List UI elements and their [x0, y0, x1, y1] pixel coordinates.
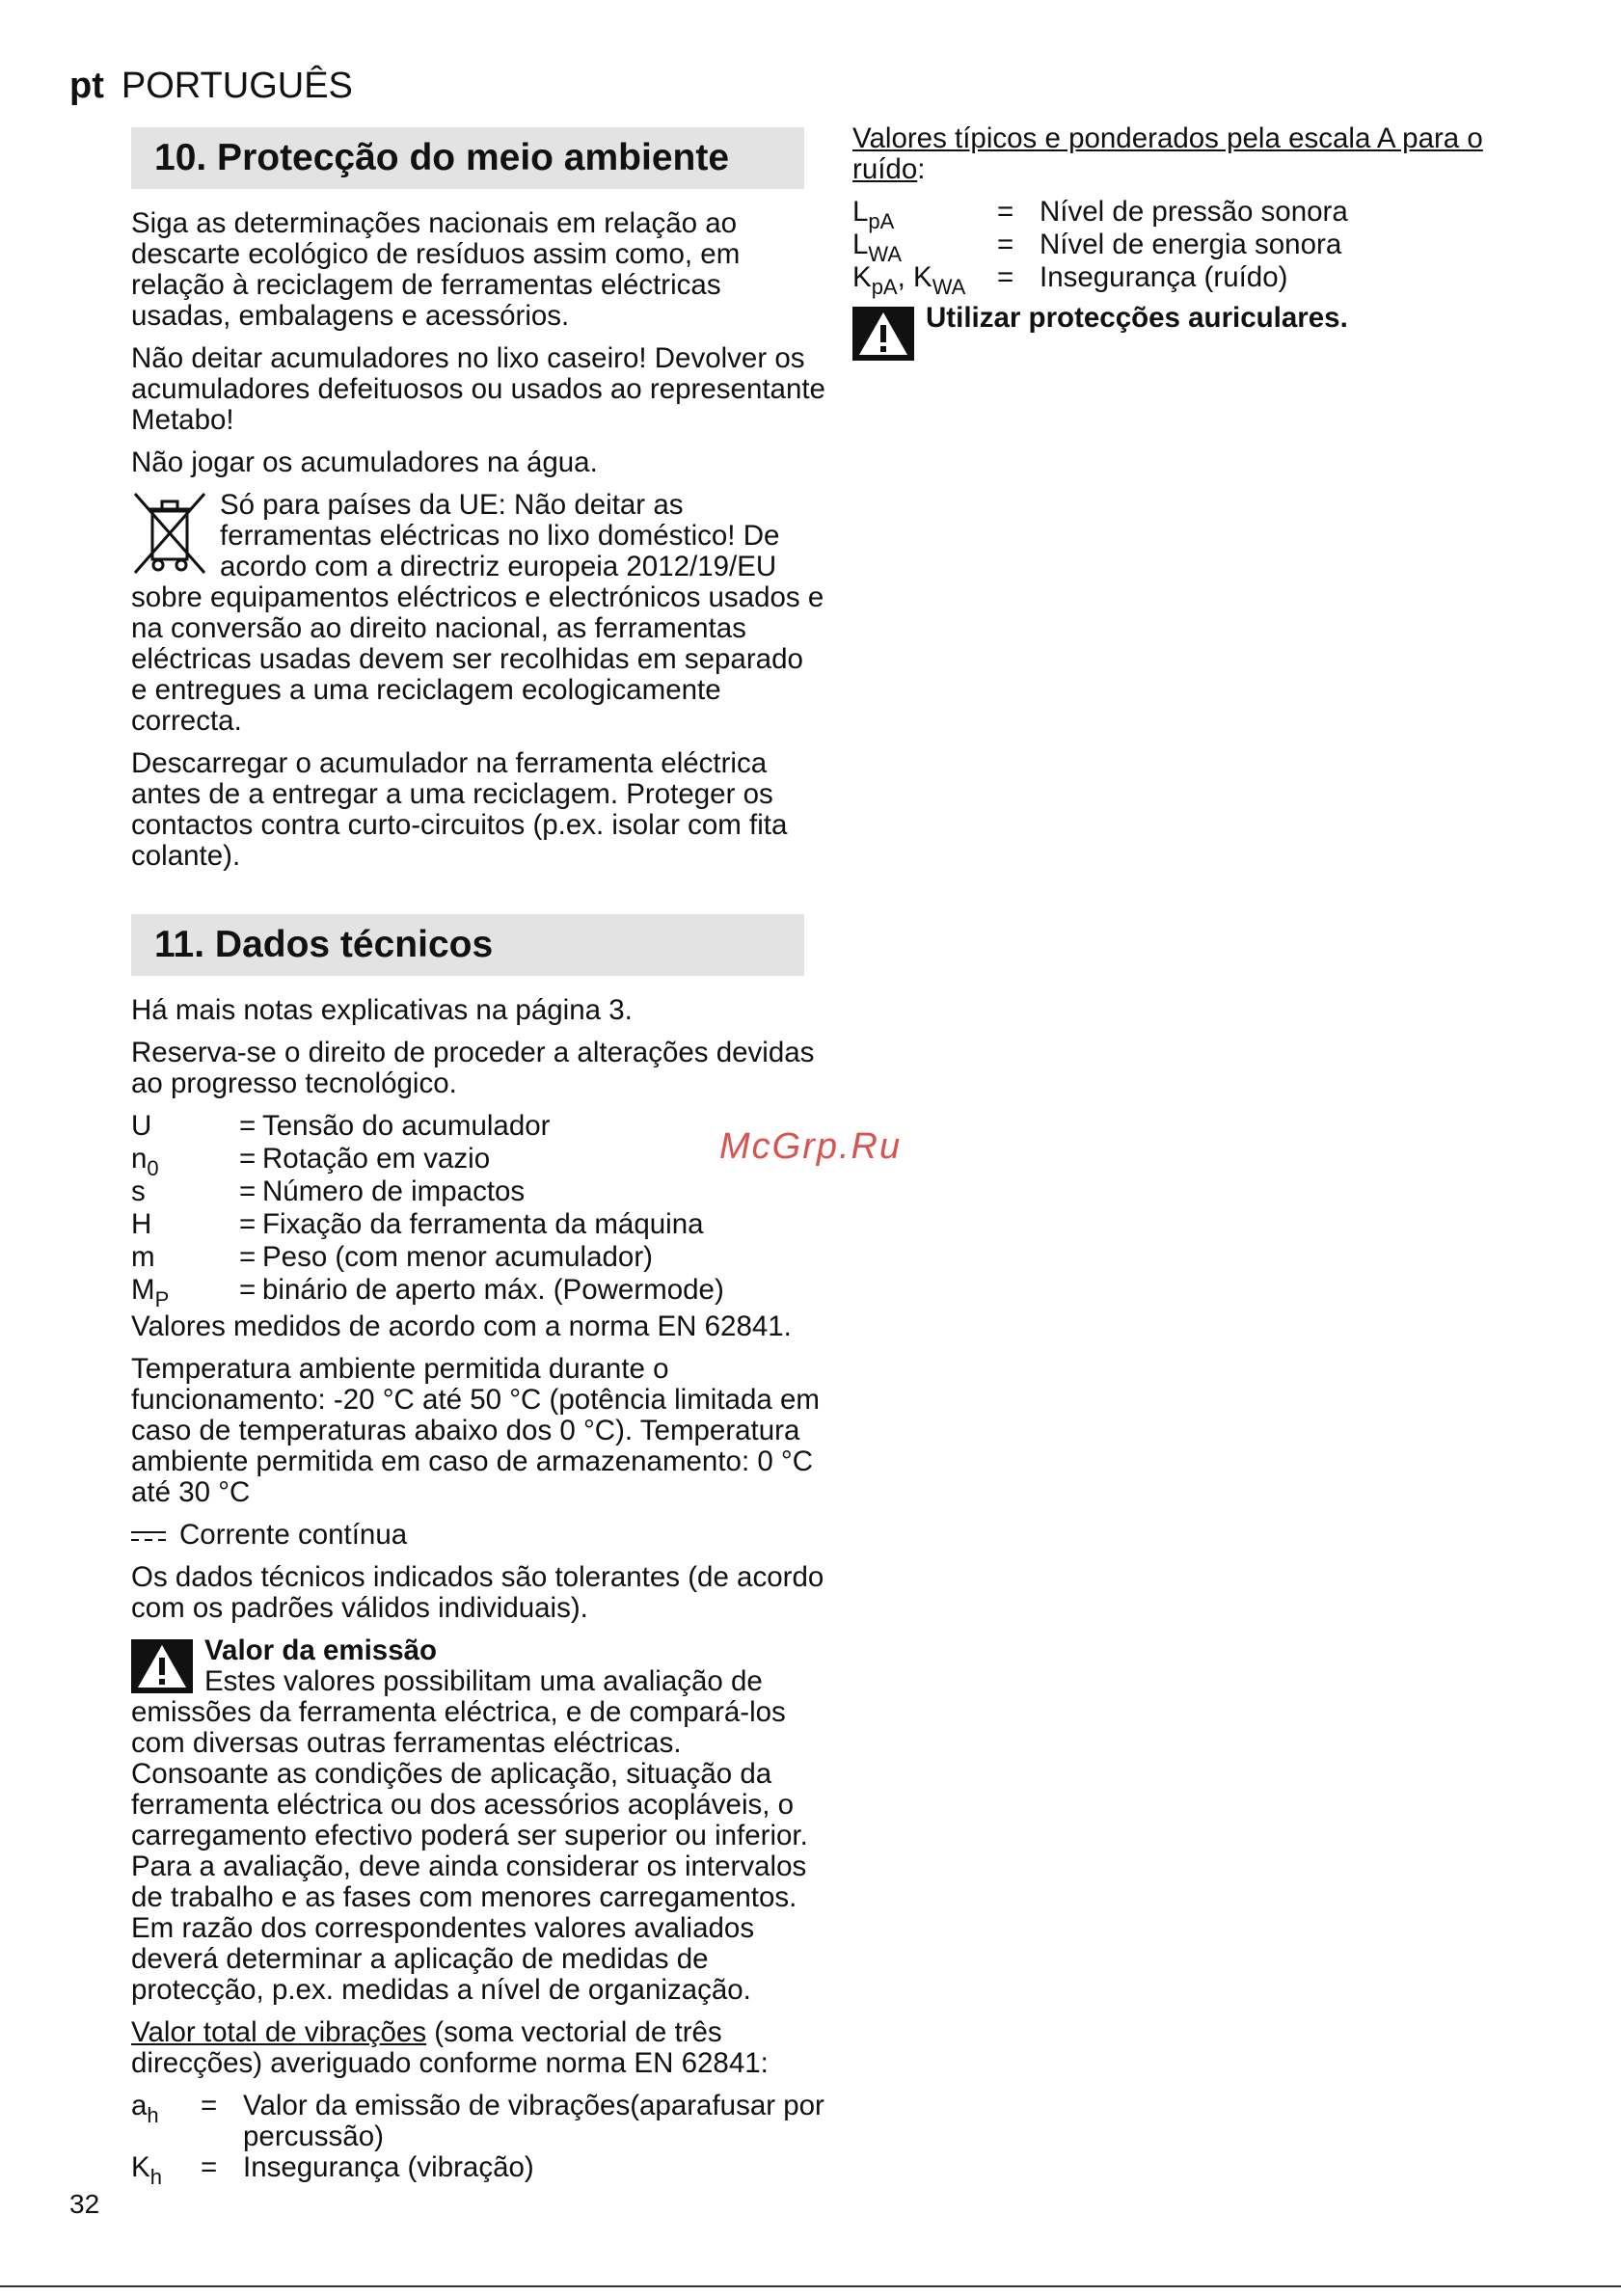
language-name: PORTUGUÊS	[121, 66, 353, 106]
section-10-paragraph-1: Siga as determinações nacionais em relação ao descarte ecológico de resíduos assim como, em relação à reciclagem de ferramentas eléctricas usadas, embalagens e acessórios.	[131, 207, 741, 332]
noise-equals: =	[997, 196, 1014, 228]
warning-icon	[131, 1639, 193, 1693]
def-equals: =	[239, 1274, 257, 1306]
def-symbol: m	[131, 1241, 155, 1273]
section-10-paragraph-2: Não deitar acumuladores no lixo caseiro! Devolver os acumuladores defeituosos ou usados ao representante Metabo!	[131, 342, 825, 436]
def-symbol: H	[131, 1208, 152, 1240]
def-description: Peso (com menor acumulador)	[262, 1241, 653, 1273]
page-number: 32	[69, 2189, 100, 2219]
def-equals: =	[239, 1241, 257, 1273]
page-bottom-rule	[0, 2285, 1621, 2287]
weee-block	[131, 490, 825, 737]
section-11-paragraph-1: Há mais notas explicativas na página 3.	[131, 994, 633, 1026]
noise-equals: =	[997, 261, 1014, 293]
section-10-title: 10. Protecção do meio ambiente	[131, 127, 804, 189]
section-11-paragraph-5: Os dados técnicos indicados são tolerantes (de acordo com os padrões válidos individuais).	[131, 1561, 824, 1624]
ear-protection-block	[852, 303, 1547, 334]
vib-symbol: $K_h$	[131, 2151, 162, 2189]
def-description: Rotação em vazio	[262, 1143, 491, 1175]
noise-description: Nível de energia sonora	[1040, 229, 1342, 260]
vibration-paragraph	[131, 2017, 825, 2079]
noise-definitions	[852, 196, 1547, 299]
warning-icon	[852, 307, 914, 361]
def-symbol: U	[131, 1110, 152, 1142]
ear-protection-warning: Utilizar protecções auriculares.	[926, 302, 1348, 334]
vib-equals: =	[201, 2090, 218, 2121]
noise-description: Insegurança (ruído)	[1040, 261, 1288, 293]
def-description: binário de aperto máx. (Powermode)	[262, 1274, 724, 1306]
direct-current-icon	[131, 1529, 166, 1543]
noise-heading: Valores típicos e ponderados pela escala A para o ruído:	[852, 122, 1483, 185]
watermark: McGrp.Ru	[719, 1126, 903, 1167]
def-symbol: $n_0$	[131, 1143, 159, 1180]
dc-current-line	[131, 1520, 825, 1551]
vib-description: Insegurança (vibração)	[243, 2151, 534, 2183]
def-symbol: $M_P$	[131, 1274, 170, 1311]
def-equals: =	[239, 1110, 257, 1142]
section-11-title: 11. Dados técnicos	[131, 914, 804, 976]
vib-symbol: $a_h$	[131, 2090, 159, 2127]
vibration-link-text: Valor total de vibrações	[131, 2016, 427, 2048]
def-equals: =	[239, 1175, 257, 1207]
def-description: Tensão do acumulador	[262, 1110, 551, 1142]
section-11-paragraph-4: Temperatura ambiente permitida durante o funcionamento: -20 °C até 50 °C (potência limitada em caso de temperaturas abaixo dos 0 °C). Temperatura ambiente permitida em caso de armazenamento: 0 °C até 30 °C	[131, 1353, 820, 1508]
vib-description: Valor da emissão de vibrações(aparafusar por percussão)	[243, 2090, 824, 2152]
def-description: Número de impactos	[262, 1175, 526, 1207]
language-code: pt	[69, 66, 104, 106]
def-equals: =	[239, 1143, 257, 1175]
noise-symbol: $K_{pA}$, $K_{WA}$	[852, 261, 966, 299]
crossed-out-bin-icon	[131, 490, 208, 577]
vibration-definitions	[131, 2090, 825, 2189]
section-11-paragraph-2: Reserva-se o direito de proceder a alterações devidas ao progresso tecnológico.	[131, 1037, 815, 1099]
vib-equals: =	[201, 2151, 218, 2183]
emission-title: Valor da emissão	[204, 1634, 438, 1666]
section-11-paragraph-3: Valores medidos de acordo com a norma EN 62841.	[131, 1310, 792, 1342]
section-10-paragraph-4: Só para países da UE: Não deitar as ferramentas eléctricas no lixo doméstico! De acordo com a directriz europeia 2012/19/EU sobre equipamentos eléctricos e electrónicos usados e na conversão ao direito nacional, as ferramentas eléctricas usadas devem ser recolhidas em separado e entregues a uma reciclagem ecologicamente correcta.	[131, 489, 824, 737]
section-10-paragraph-3: Não jogar os acumuladores na água.	[131, 446, 598, 478]
dc-current-label: Corrente contínua	[179, 1519, 408, 1551]
emission-text: Estes valores possibilitam uma avaliação de emissões da ferramenta eléctrica, e de compará-los com diversas outras ferramentas eléctricas. Consoante as condições de aplicação, situação da ferramenta eléctrica ou dos acessórios acopláveis, o carregamento efectivo poderá ser superior ou inferior. Para a avaliação, deve ainda considerar os intervalos de trabalho e as fases com menores carregamentos. Em razão dos correspondentes valores avaliados deverá determinar a aplicação de medidas de protecção, p.ex. medidas a nível de organização.	[131, 1665, 808, 2006]
noise-symbol: $L_{pA}$	[852, 196, 895, 233]
noise-equals: =	[997, 229, 1014, 260]
def-equals: =	[239, 1208, 257, 1240]
section-10-paragraph-5: Descarregar o acumulador na ferramenta eléctrica antes de a entregar a uma reciclagem. Proteger os contactos contra curto-circuitos (p.ex. isolar com fita colante).	[131, 747, 788, 872]
noise-description: Nível de pressão sonora	[1040, 196, 1348, 228]
noise-symbol: $L_{WA}$	[852, 229, 903, 266]
right-column	[852, 123, 1547, 363]
def-description: Fixação da ferramenta da máquina	[262, 1208, 704, 1240]
def-symbol: s	[131, 1175, 146, 1207]
page-header	[69, 64, 353, 108]
emission-block	[131, 1635, 825, 2006]
vibration-text: (soma vectorial de três direcções) averiguado conforme norma EN 62841:	[131, 2016, 769, 2079]
